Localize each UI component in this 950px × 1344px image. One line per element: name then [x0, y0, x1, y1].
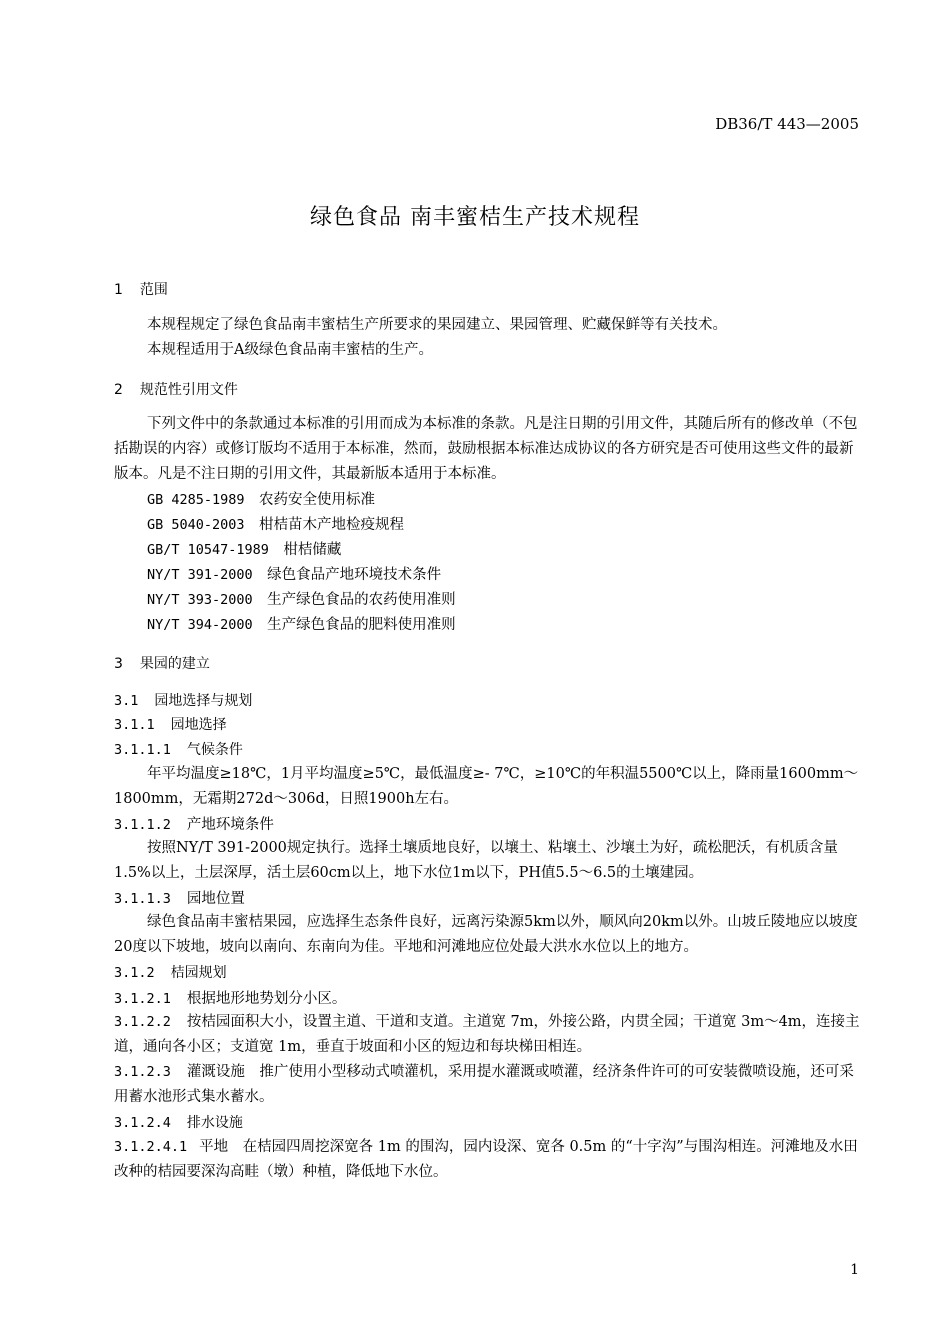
- clause-text: 平地 在桔园四周挖深宽各 1m 的围沟，园内设深、宽各 0.5m 的“十字沟”与围沟相连。河滩地及水田改种的桔园要深沟高畦（墩）种植，降低地下水位。: [114, 1139, 858, 1180]
- clause-number: 3.1.2.4: [114, 1115, 171, 1131]
- clause-heading: [114, 739, 243, 759]
- clause: [114, 987, 346, 1008]
- clause-number: 3.1.1.2: [114, 817, 171, 833]
- clause-heading: [114, 813, 274, 834]
- reference-code: NY/T 391-2000: [147, 567, 253, 583]
- clause: [114, 1060, 860, 1110]
- clause-title: 产地环境条件: [186, 817, 274, 833]
- section-title: 果园的建立: [139, 656, 210, 672]
- reference-name: 柑桔苗木产地检疫规程: [259, 517, 405, 533]
- section-title: 规范性引用文件: [139, 382, 238, 398]
- clause-title: 气候条件: [186, 742, 243, 758]
- document-title: 绿色食品 南丰蜜桔生产技术规程: [310, 205, 640, 230]
- clause: [114, 1135, 860, 1185]
- section-3-heading: [114, 653, 210, 673]
- reference-item: [147, 538, 341, 559]
- reference-code: GB 4285-1989: [147, 492, 245, 508]
- paragraph: 绿色食品南丰蜜桔果园，应选择生态条件良好，远离污染源5km以外，顺风向20km以外。山坡丘陵地应以坡度20度以下坡地，坡向以南向、东南向为佳。平地和河滩地应位处最大洪水水位以上的地方。: [114, 914, 858, 955]
- reference-item: [147, 563, 441, 584]
- page-number: 1: [850, 1262, 859, 1278]
- reference-name: 生产绿色食品的肥料使用准则: [267, 617, 456, 633]
- reference-name: 农药安全使用标准: [259, 492, 376, 508]
- clause-heading: [114, 1112, 243, 1132]
- clause-number: 3.1.1.1: [114, 742, 171, 758]
- section-number: 2: [114, 382, 123, 398]
- section-2-heading: [114, 379, 238, 399]
- clause-heading: [114, 962, 227, 982]
- reference-code: NY/T 394-2000: [147, 617, 253, 633]
- reference-item: [147, 588, 456, 609]
- section-1-heading: [114, 279, 168, 299]
- paragraph: 年平均温度≥18℃，1月平均温度≥5℃，最低温度≥- 7℃，≥10℃的年积温5500℃以上，降雨量1600mm～1800mm，无霜期272d～306d，日照1900h左右。: [114, 766, 859, 807]
- paragraph: 下列文件中的条款通过本标准的引用而成为本标准的条款。凡是注日期的引用文件，其随后所有的修改单（不包括勘误的内容）或修订版均不适用于本标准，然而，鼓励根据本标准达成协议的各方研究是否可使用这些文件的最新版本。凡是不注日期的引用文件，其最新版本适用于本标准。: [114, 416, 858, 482]
- clause-title: 园地选择与规划: [154, 693, 253, 709]
- reference-name: 柑桔储藏: [283, 542, 342, 558]
- reference-name: 绿色食品产地环境技术条件: [267, 567, 442, 583]
- clause-heading: [114, 887, 245, 908]
- clause-title: 园地位置: [186, 891, 245, 907]
- standard-number: DB36/T 443—2005: [715, 115, 859, 133]
- clause-number: 3.1.2.4.1: [114, 1139, 188, 1155]
- clause-text: 灌溉设施 推广使用小型移动式喷灌机，采用提水灌溉或喷灌，经济条件许可的可安装微喷设施，还可采用蓄水池形式集水蓄水。: [114, 1064, 854, 1105]
- reference-code: GB/T 10547-1989: [147, 542, 269, 558]
- clause-number: 3.1.1: [114, 717, 155, 733]
- clause: [114, 1010, 860, 1060]
- section-number: 3: [114, 656, 123, 672]
- section-title: 范围: [139, 282, 168, 298]
- reference-item: [147, 488, 375, 509]
- paragraph: 本规程规定了绿色食品南丰蜜桔生产所要求的果园建立、果园管理、贮藏保鲜等有关技术。: [147, 317, 727, 333]
- clause-number: 3.1.2.2: [114, 1014, 171, 1030]
- clause-title: 园地选择: [170, 717, 227, 733]
- clause-number: 3.1: [114, 693, 139, 709]
- reference-name: 生产绿色食品的农药使用准则: [267, 592, 456, 608]
- reference-item: [147, 613, 456, 634]
- clause-title: 排水设施: [186, 1115, 243, 1131]
- section-number: 1: [114, 282, 123, 298]
- clause-heading: [114, 690, 252, 710]
- reference-code: NY/T 393-2000: [147, 592, 253, 608]
- reference-item: [147, 513, 404, 534]
- clause-number: 3.1.1.3: [114, 891, 171, 907]
- clause-text: 根据地形地势划分小区。: [186, 991, 347, 1007]
- clause-number: 3.1.2: [114, 965, 155, 981]
- clause-number: 3.1.2.1: [114, 991, 171, 1007]
- paragraph: 按照NY/T 391-2000规定执行。选择土壤质地良好，以壤土、粘壤土、沙壤土为好，疏松肥沃，有机质含量1.5%以上，土层深厚，活土层60cm以上，地下水位1m以下，PH值5.5～6.5的土壤建园。: [114, 840, 838, 881]
- paragraph: 本规程适用于A级绿色食品南丰蜜桔的生产。: [147, 342, 433, 358]
- clause-number: 3.1.2.3: [114, 1064, 171, 1080]
- reference-code: GB 5040-2003: [147, 517, 245, 533]
- clause-heading: [114, 714, 227, 734]
- clause-text: 按桔园面积大小，设置主道、干道和支道。主道宽 7m，外接公路，内贯全园；干道宽 3m～4m，连接主道，通向各小区；支道宽 1m，垂直于坡面和小区的短边和每块梯田相连。: [114, 1014, 860, 1055]
- clause-title: 桔园规划: [170, 965, 227, 981]
